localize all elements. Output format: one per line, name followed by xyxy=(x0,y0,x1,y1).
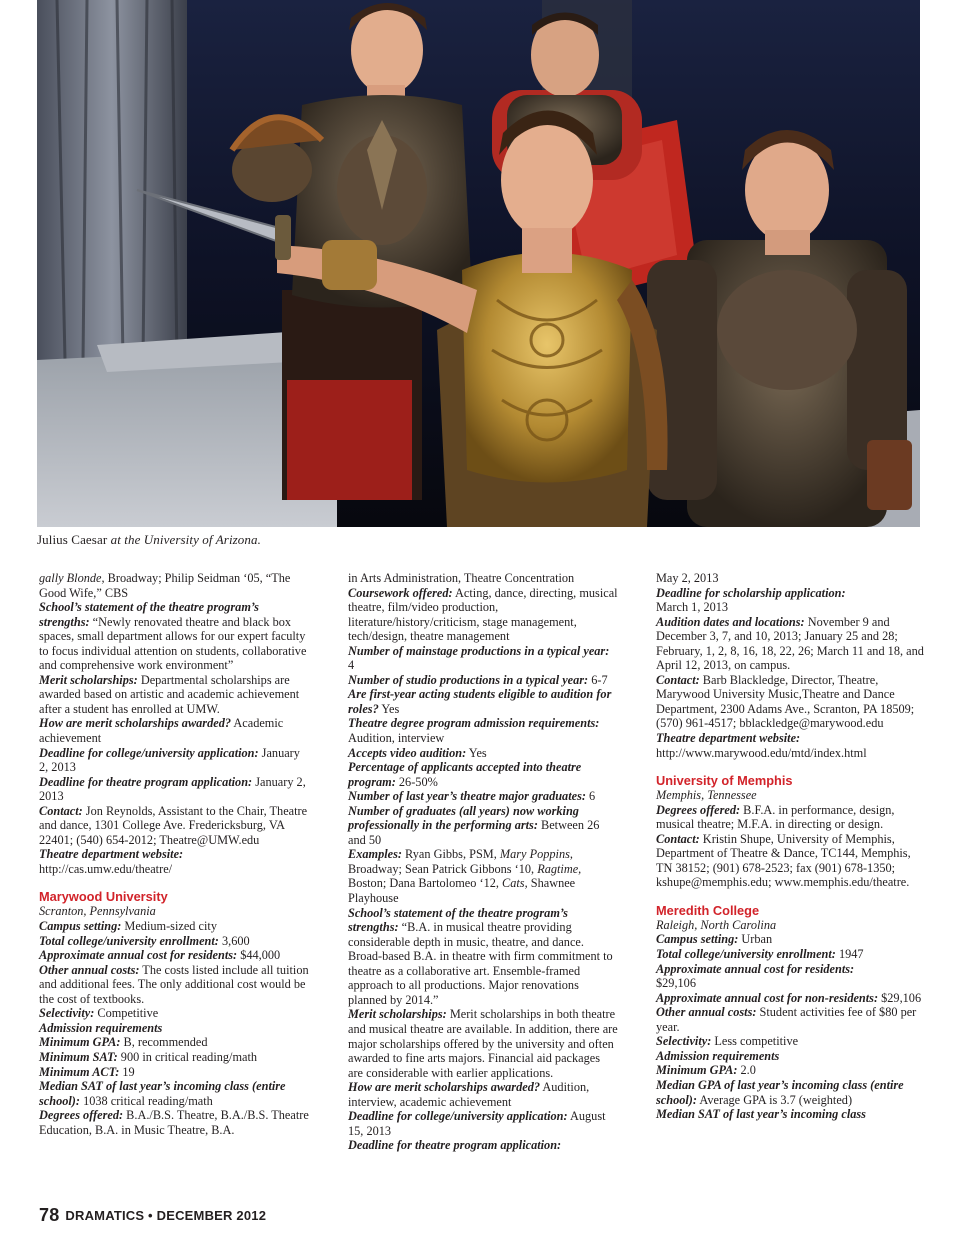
school-name-marywood: Marywood University xyxy=(39,889,168,905)
entry-statement: School’s statement of the theatre program’s strengths: “Newly renovated theatre and black box spaces, small department allows for our expert faculty to focus individual attention on students, collaborative and comprehensive work environment” xyxy=(39,600,307,673)
school-name-meredith: Meredith College xyxy=(656,902,760,918)
entry-graduates: Number of last year’s theatre major graduates: 6 xyxy=(348,789,596,804)
entry-contact: Contact: Barb Blackledge, Director, Theatre, Marywood University Music,Theatre and Dance Department, 2300 Adams Ave., Scranton, PA 18509; (570) 961-4517; bblackledge@marywood.edu xyxy=(656,672,915,731)
entry-other-costs: Other annual costs: The costs listed include all tuition and additional fees. The only additional cost would be the cost of textbooks. xyxy=(39,962,309,1006)
entry-how-awarded: How are merit scholarships awarded? Academic achievement xyxy=(39,716,284,746)
entry-continuation: May 2, 2013 xyxy=(656,571,719,585)
entry-median-sat: Median SAT of last year’s incoming class xyxy=(656,1107,866,1122)
entry-degree-admission: Theatre degree program admission requirements: Audition, interview xyxy=(348,716,600,746)
entry-studio: Number of studio productions in a typical year: 6-7 xyxy=(348,672,608,687)
photo-illustration xyxy=(37,0,920,527)
entry-video-audition: Accepts video audition: Yes xyxy=(348,745,487,760)
entry-deadline-theatre: Deadline for theatre program application: January 2, 2013 xyxy=(39,774,306,804)
page-number: 78 xyxy=(39,1205,60,1225)
entry-cost-nonresidents: Approximate annual cost for non-residents: $29,106 xyxy=(656,990,922,1005)
entry-degrees: Degrees offered: B.A./B.S. Theatre, B.A./B.S. Theatre Education, B.A. in Music Theatre, B.A. xyxy=(39,1108,309,1137)
column-1 xyxy=(39,571,311,1137)
column-2 xyxy=(348,571,618,1153)
entry-website: Theatre department website: http://www.marywood.edu/mtd/index.html xyxy=(656,731,867,760)
entry-examples: Examples: Ryan Gibbs, PSM, Mary Poppins, Broadway; Sean Patrick Gibbons ‘10, Ragtime, Boston; Dana Bartolomeo ‘12, Cats, Shawnee Playhouse xyxy=(348,847,582,906)
school-location: Scranton, Pennsylvania xyxy=(39,904,156,919)
entry-contact: Contact: Jon Reynolds, Assistant to the Chair, Theatre and dance, 1301 College Ave. Fredericksburg, VA 22401; (540) 654-2012; Theatre@UMW.edu xyxy=(39,803,308,847)
entry-continuation: in Arts Administration, Theatre Concentration xyxy=(348,571,575,585)
entry-cost-residents: Approximate annual cost for residents: $29,106 xyxy=(656,961,855,991)
entry-deadline-college: Deadline for college/university application: August 15, 2013 xyxy=(348,1109,606,1138)
entry-statement: School’s statement of the theatre program’s strengths: “B.A. in musical theatre providing considerable depth in music, theatre, and dance. Broad-based B.A. in theatre with firm commitment to theatre as a collaborative art. Ensemble-framed approach to all productions. Major renovations planned by 2014.” xyxy=(348,905,613,1007)
page-footer xyxy=(39,1205,266,1226)
entry-median-gpa: Median GPA of last year’s incoming class (entire school): Average GPA is 3.7 (weighted) xyxy=(656,1077,904,1107)
entry-merit: Merit scholarships: Departmental scholarships are awarded based on artistic and academic achievement after a student has enrolled at UMW. xyxy=(39,672,300,716)
entry-audition-dates: Audition dates and locations: November 9 and December 3, 7, and 10, 2013; January 25 and 28; February, 1, 2, 8, 16, 18, 22, 26; March 11 and 18, and April 12, 2013, on campus. xyxy=(656,614,924,673)
entry-min-gpa: Minimum GPA: 2.0 xyxy=(656,1063,756,1078)
entry-cost-residents: Approximate annual cost for residents: $44,000 xyxy=(39,948,281,963)
entry-deadline-theatre: Deadline for theatre program application: xyxy=(348,1138,562,1153)
photo-caption: Julius Caesar at the University of Arizona. xyxy=(37,532,261,547)
entry-median-sat: Median SAT of last year’s incoming class (entire school): 1038 critical reading/math xyxy=(39,1079,286,1108)
entry-website: Theatre department website: http://cas.umw.edu/theatre/ xyxy=(39,847,184,876)
entry-mainstage: Number of mainstage productions in a typical year: 4 xyxy=(348,643,610,673)
entry-setting: Campus setting: Medium-sized city xyxy=(39,919,217,934)
entry-enrollment: Total college/university enrollment: 1947 xyxy=(656,947,864,962)
stage-photo xyxy=(37,0,920,527)
entry-enrollment: Total college/university enrollment: 3,600 xyxy=(39,933,250,948)
entry-setting: Campus setting: Urban xyxy=(656,932,773,947)
entry-merit: Merit scholarships: Merit scholarships in both theatre and musical theatre are available. In addition, there are major scholarships offered by the university and often awarded to fine arts majors. Financial aid packages are considerable with earlier applications. xyxy=(348,1007,618,1080)
entry-continuation: gally Blonde, Broadway; Philip Seidman ‘05, “The Good Wife,” CBS xyxy=(39,571,291,600)
entry-deadline-college: Deadline for college/university application: January 2, 2013 xyxy=(39,745,300,775)
entry-min-sat: Minimum SAT: 900 in critical reading/math xyxy=(39,1049,258,1064)
entry-contact: Contact: Kristin Shupe, University of Memphis, Department of Theatre & Dance, TC144, Memphis, TN 38152; (901) 678-2523; fax (901) 678-1350; kshupe@memphis.edu; www.memphis.edu/theatre. xyxy=(656,831,911,890)
entry-coursework: Coursework offered: Acting, dance, directing, musical theatre, film/video production, literature/history/criticism, stage management, tech/design, theatre management xyxy=(348,585,618,644)
entry-admission-heading: Admission requirements xyxy=(39,1020,163,1035)
entry-min-gpa: Minimum GPA: B, recommended xyxy=(39,1035,208,1050)
entry-working-professionally: Number of graduates (all years) now working professionally in the performing arts: Between 26 and 50 xyxy=(348,803,600,847)
entry-degrees: Degrees offered: B.F.A. in performance, design, musical theatre; M.F.A. in directing or design. xyxy=(656,802,895,832)
school-location: Memphis, Tennessee xyxy=(656,788,757,803)
entry-selectivity: Selectivity: Less competitive xyxy=(656,1034,799,1049)
entry-how-awarded: How are merit scholarships awarded? Audition, interview, academic achievement xyxy=(348,1080,590,1109)
column-3 xyxy=(656,571,926,1122)
entry-min-act: Minimum ACT: 19 xyxy=(39,1064,135,1079)
entry-scholarship-deadline: Deadline for scholarship application: March 1, 2013 xyxy=(656,585,846,615)
entry-admission-heading: Admission requirements xyxy=(656,1048,780,1063)
entry-selectivity: Selectivity: Competitive xyxy=(39,1006,159,1021)
magazine-issue: DRAMATICS • DECEMBER 2012 xyxy=(65,1208,267,1223)
school-name-memphis: University of Memphis xyxy=(656,773,793,789)
entry-other-costs: Other annual costs: Student activities fee of $80 per year. xyxy=(656,1005,917,1034)
school-location: Raleigh, North Carolina xyxy=(656,917,777,932)
entry-first-year: Are first-year acting students eligible to audition for roles? Yes xyxy=(348,687,612,716)
entry-percentage-accepted: Percentage of applicants accepted into theatre program: 26-50% xyxy=(348,760,582,789)
